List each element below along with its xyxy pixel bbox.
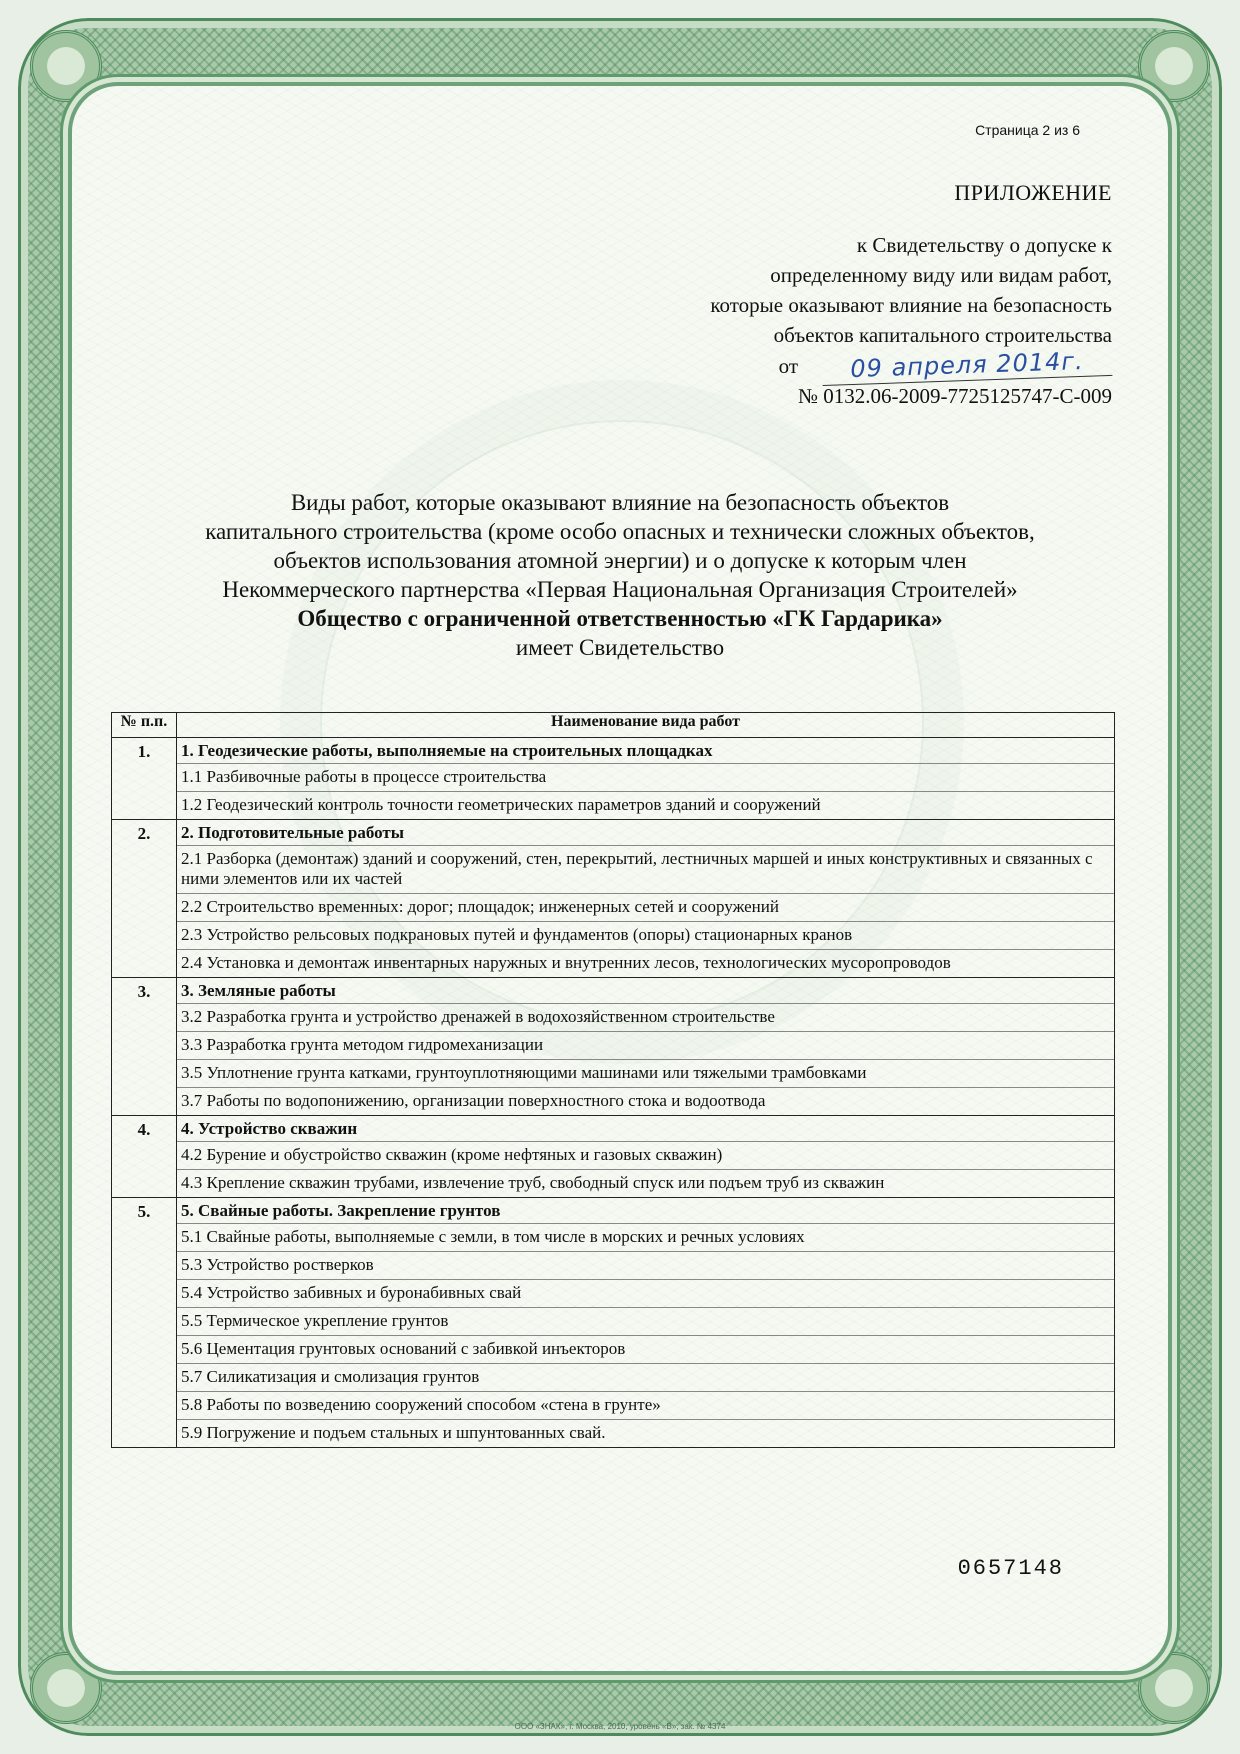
works-table	[111, 712, 1115, 1448]
section-number: 4.	[112, 1116, 177, 1198]
section-cell	[177, 1198, 1115, 1448]
header-line: объектов капитального строительства	[773, 323, 1112, 347]
work-item: 2.4 Установка и демонтаж инвентарных наружных и внутренних лесов, технологических мусоропроводов	[177, 949, 1114, 977]
header-line: определенному виду или видам работ,	[770, 263, 1112, 287]
work-item: 5.9 Погружение и подъем стальных и шпунтованных свай.	[177, 1419, 1114, 1447]
column-header-name: Наименование вида работ	[177, 713, 1115, 738]
date-row	[710, 346, 1112, 384]
column-header-number: № п.п.	[112, 713, 177, 738]
title-suffix: имеет Свидетельство	[515, 635, 725, 660]
section-cell	[177, 738, 1115, 820]
section-title: 5. Свайные работы. Закрепление грунтов	[181, 1201, 501, 1220]
title-line: Виды работ, которые оказывают влияние на безопасность объектов	[290, 490, 950, 515]
page-number: Страница 2 из 6	[975, 122, 1080, 138]
work-item: 5.3 Устройство ростверков	[177, 1251, 1114, 1279]
work-item: 2.1 Разборка (демонтаж) зданий и сооружений, стен, перекрытий, лестничных маршей и иных конструктивных и связанных с ними элементов или их частей	[177, 845, 1114, 893]
work-item: 5.6 Цементация грунтовых оснований с забивкой инъекторов	[177, 1335, 1114, 1363]
section-cell	[177, 1116, 1115, 1198]
title-line: объектов использования атомной энергии) и о допуске к которым член	[273, 548, 967, 573]
section-cell	[177, 978, 1115, 1116]
work-item: 5.5 Термическое укрепление грунтов	[177, 1307, 1114, 1335]
work-item: 1.2 Геодезический контроль точности геометрических параметров зданий и сооружений	[177, 791, 1114, 819]
title-line: Некоммерческого партнерства «Первая Национальная Организация Строителей»	[222, 577, 1018, 602]
work-item: 3.2 Разработка грунта и устройство дренажей в водохозяйственном строительстве	[177, 1003, 1114, 1031]
work-item: 5.7 Силикатизация и смолизация грунтов	[177, 1363, 1114, 1391]
section-number: 3.	[112, 978, 177, 1116]
table-row	[112, 1116, 1115, 1198]
table-row	[112, 820, 1115, 978]
work-item: 5.4 Устройство забивных и буронабивных свай	[177, 1279, 1114, 1307]
section-title: 4. Устройство скважин	[181, 1119, 358, 1138]
table-row	[112, 1198, 1115, 1448]
date-prefix: от	[778, 354, 798, 378]
section-number: 5.	[112, 1198, 177, 1448]
section-cell	[177, 820, 1115, 978]
document-title	[112, 488, 1128, 662]
work-item: 1.1 Разбивочные работы в процессе строительства	[177, 763, 1114, 791]
work-item: 5.1 Свайные работы, выполняемые с земли, в том числе в морских и речных условиях	[177, 1223, 1114, 1251]
table-header-row	[112, 713, 1115, 738]
corner-ornament	[1138, 30, 1210, 102]
section-title: 2. Подготовительные работы	[181, 823, 405, 842]
header-line: к Свидетельству о допуске к	[856, 233, 1112, 257]
corner-ornament	[30, 30, 102, 102]
section-title: 1. Геодезические работы, выполняемые на строительных площадках	[181, 741, 713, 760]
work-item: 3.3 Разработка грунта методом гидромеханизации	[177, 1031, 1114, 1059]
header-line: которые оказывают влияние на безопасность	[710, 293, 1112, 317]
work-item: 3.5 Уплотнение грунта катками, грунтоуплотняющими машинами или тяжелыми трамбовками	[177, 1059, 1114, 1087]
section-number: 1.	[112, 738, 177, 820]
corner-ornament	[1138, 1652, 1210, 1724]
serial-number: 0657148	[957, 1556, 1064, 1581]
table-row	[112, 978, 1115, 1116]
handwritten-date: 09 апреля 2014г.	[822, 345, 1113, 386]
organization-name: Общество с ограниченной ответственностью «ГК Гардарика»	[297, 606, 943, 631]
work-item: 2.2 Строительство временных: дорог; площадок; инженерных сетей и сооружений	[177, 893, 1114, 921]
appendix-title: ПРИЛОЖЕНИЕ	[954, 180, 1112, 205]
appendix-header	[710, 178, 1112, 411]
section-number: 2.	[112, 820, 177, 978]
table-row	[112, 738, 1115, 820]
work-item: 5.8 Работы по возведению сооружений способом «стена в грунте»	[177, 1391, 1114, 1419]
printer-imprint: ООО «ЗНАК», г. Москва, 2010, уровень «В», зак. № 4374	[514, 1722, 726, 1731]
title-line: капитального строительства (кроме особо опасных и технически сложных объектов,	[205, 519, 1035, 544]
work-item: 4.2 Бурение и обустройство скважин (кроме нефтяных и газовых скважин)	[177, 1141, 1114, 1169]
work-item: 4.3 Крепление скважин трубами, извлечение труб, свободный спуск или подъем труб из скважин	[177, 1169, 1114, 1197]
certificate-number: № 0132.06-2009-7725125747-С-009	[797, 384, 1112, 408]
section-title: 3. Земляные работы	[181, 981, 336, 1000]
work-item: 3.7 Работы по водопонижению, организации поверхностного стока и водоотвода	[177, 1087, 1114, 1115]
work-item: 2.3 Устройство рельсовых подкрановых путей и фундаментов (опоры) стационарных кранов	[177, 921, 1114, 949]
